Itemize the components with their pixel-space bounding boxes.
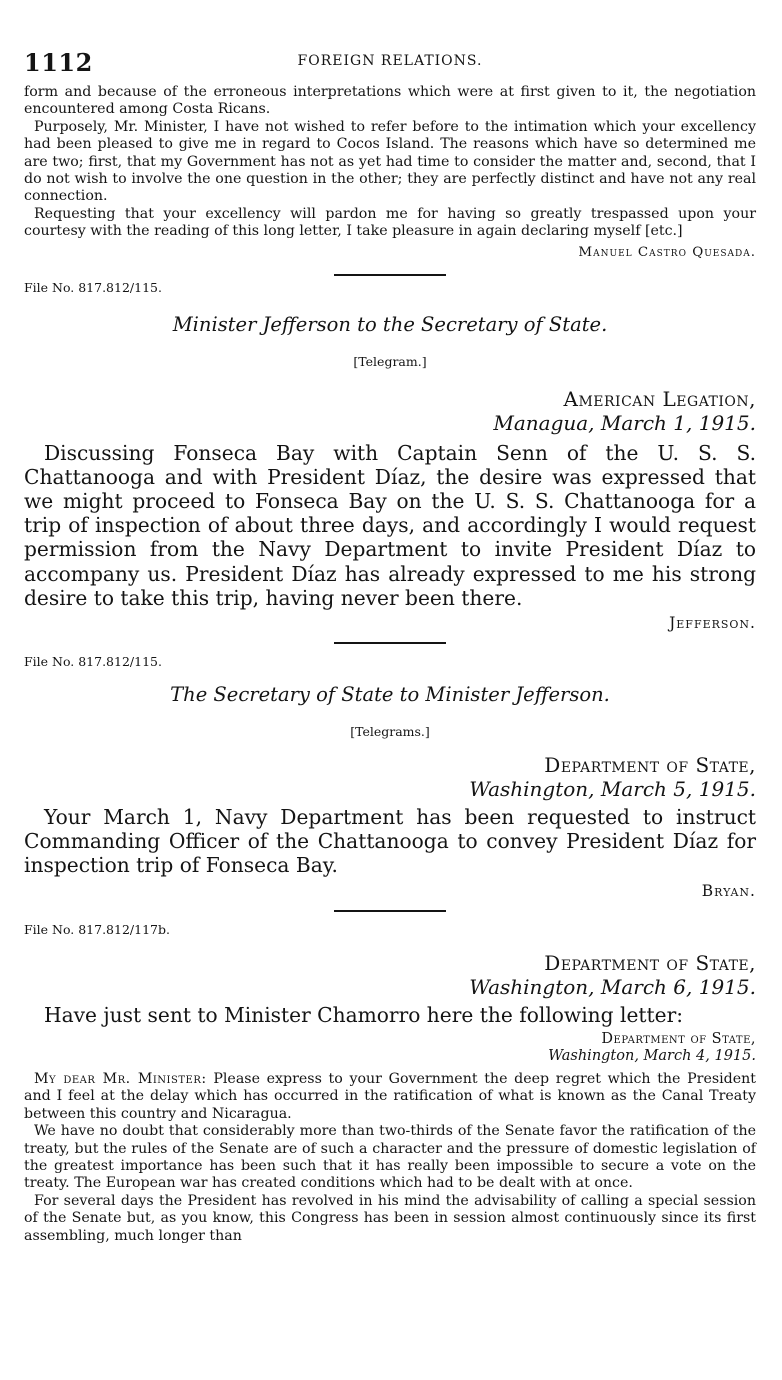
signature-bryan: Bryan. bbox=[701, 881, 756, 900]
letter-paragraph: Purposely, Mr. Minister, I have not wished to refer before to the intimation which your excellency had been pleased to give me in regard to Cocos Island. The reasons which have so determined me are two; first, that my Government has not as yet had time to consider the matter and, second, that I do not wish to involve the one question in the other; they are perfectly distinct and have not any real connection. bbox=[24, 118, 756, 205]
salutation: My dear Mr. Minister: bbox=[34, 1070, 207, 1087]
telegram-text: Have just sent to Minister Chamorro here the following letter: bbox=[44, 1002, 684, 1027]
telegram-body bbox=[24, 805, 756, 878]
document-subheading: [Telegrams.] bbox=[350, 724, 430, 740]
document-heading: The Secretary of State to Minister Jefferson. bbox=[170, 683, 610, 707]
dateline-date: Washington, March 6, 1915. bbox=[469, 974, 756, 999]
signature-quesada: Manuel Castro Quesada. bbox=[578, 244, 756, 260]
page-number: 1112 bbox=[24, 48, 93, 77]
running-title: FOREIGN RELATIONS. bbox=[297, 53, 483, 69]
file-number: File No. 817.812/117b. bbox=[24, 921, 170, 937]
document-subheading: [Telegram.] bbox=[353, 353, 427, 369]
dateline-date: Washington, March 5, 1915. bbox=[469, 777, 756, 802]
inner-dateline-date: Washington, March 4, 1915. bbox=[548, 1047, 756, 1064]
document-page bbox=[24, 40, 756, 1245]
telegram-text: Discussing Fonseca Bay with Captain Senn of the U. S. S. Chattanooga and with President Díaz, the desire was expressed that we might proceed to Fonseca Bay on the U. S. S. Chattanooga for a trip of inspection of about three days, and accordingly I would request permission from the Navy Department to invite President Díaz to accompany us. President Díaz has already expressed to me his strong desire to take this trip, having never been there. bbox=[24, 440, 756, 610]
inner-dateline-place: Department of State, bbox=[601, 1030, 756, 1047]
inner-dateline bbox=[24, 1031, 756, 1065]
quoted-letter bbox=[24, 1071, 756, 1245]
letter-paragraph bbox=[24, 1071, 756, 1123]
dateline-place: American Legation, bbox=[563, 386, 756, 411]
letter-text: Please express to your Government the deep regret which the President and I feel at the delay which has occurred in the ratification of what is known as the Canal Treaty between this country and Nicaragua. bbox=[24, 1070, 757, 1122]
letter-end bbox=[24, 84, 756, 241]
dateline-date: Managua, March 1, 1915. bbox=[493, 410, 756, 435]
dateline-place: Department of State, bbox=[544, 753, 756, 778]
dateline bbox=[24, 387, 756, 435]
signature-jefferson: Jefferson. bbox=[669, 614, 756, 633]
file-number: File No. 817.812/115. bbox=[24, 654, 162, 670]
dateline bbox=[24, 951, 756, 999]
letter-paragraph: form and because of the erroneous interpretations which were at first given to it, the negotiation encountered among Costa Ricans. bbox=[24, 84, 756, 118]
file-number: File No. 817.812/115. bbox=[24, 279, 162, 295]
letter-paragraph: For several days the President has revolved in his mind the advisability of calling a special session of the Senate but, as you know, this Congress has been in session almost continuously since its first assembling, much longer than bbox=[24, 1192, 756, 1244]
telegram-body bbox=[24, 441, 756, 610]
letter-paragraph: Requesting that your excellency will pardon me for having so greatly trespassed upon your courtesy with the reading of this long letter, I take pleasure in again declaring myself [etc.] bbox=[24, 205, 756, 240]
letter-paragraph: We have no doubt that considerably more than two-thirds of the Senate favor the ratification of the treaty, but the rules of the Senate are of such a character and the pressure of domestic legislation of the greatest importance has been such that it has really been impossible to secure a vote on the treaty. The European war has created conditions which had to be dealt with at once. bbox=[24, 1123, 756, 1192]
running-header bbox=[24, 40, 756, 76]
document-heading: Minister Jefferson to the Secretary of State. bbox=[172, 312, 608, 336]
dateline bbox=[24, 753, 756, 801]
telegram-text: Your March 1, Navy Department has been requested to instruct Commanding Officer of the Chattanooga to convey President Díaz for inspection trip of Fonseca Bay. bbox=[24, 805, 756, 878]
dateline-place: Department of State, bbox=[544, 950, 756, 975]
telegram-body bbox=[24, 1003, 756, 1027]
